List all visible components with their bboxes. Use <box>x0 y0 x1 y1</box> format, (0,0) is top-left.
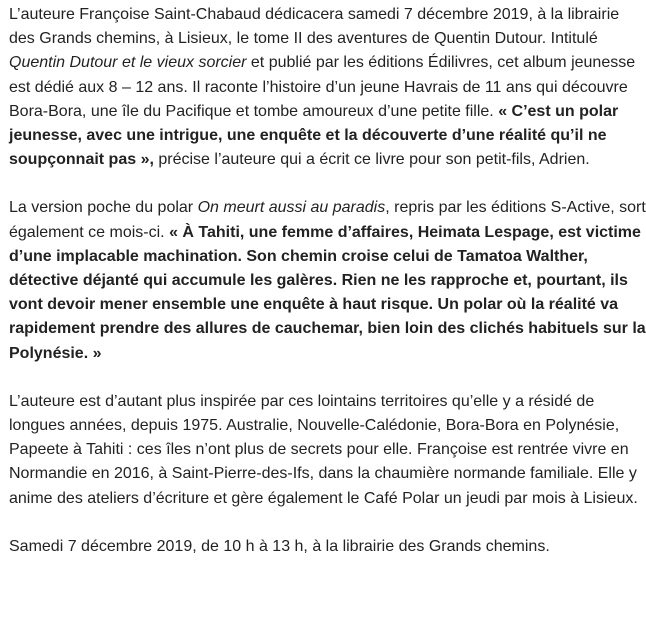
paragraph-text: , repris par les éditions S-Active, sort également ce mois-ci. <box>9 199 646 241</box>
paragraph-pocket-edition <box>9 196 646 365</box>
paragraph-author-bio: L’auteure est d’autant plus inspirée par ces lointains territoires qu’elle y a résidé de longues années, depuis 1975. Australie, Nouvelle-Calédonie, Bora-Bora en Polynésie, Papeete à Tahiti : ces îles n’ont plus de secrets pour elle. Françoise est rentrée vivre en Normandie en 2016, à Saint-Pierre-des-Ifs, dans la chaumière normande familiale. Elle y anime des ateliers d’écriture et gère également le Café Polar un jeudi par mois à Lisieux. <box>9 392 638 507</box>
paragraph-text: L’auteure Françoise Saint-Chabaud dédicacera samedi 7 décembre 2019, à la librairie des Grands chemins, à Lisieux, le tome II des aventures de Quentin Dutour. Intitulé <box>9 6 620 48</box>
book-title: Quentin Dutour et le vieux sorcier <box>9 54 247 72</box>
paragraph-text: La version poche du polar <box>9 199 198 217</box>
paragraph-text: et publié par les éditions Édilivres, cet album jeunesse est dédié aux 8 – 12 ans. Il raconte l’histoire d’un jeune Havrais de 11 ans qui découvre Bora-Bora, une île du Pacifique et tombe amoureux d’une petite fille. <box>9 54 636 120</box>
author-quote: « C’est un polar jeunesse, avec une intrigue, une enquête et la découverte d’une réalité qu’il ne soupçonnait pas », <box>9 102 619 169</box>
book-synopsis-quote: « À Tahiti, une femme d’affaires, Heimata Lespage, est victime d’une implacable machination. Son chemin croise celui de Tamatoa Walther, détective déjanté qui accumule les galères. Rien ne les rapproche et, pourtant, ils vont devoir mener ensemble une enquête à haut risque. Un polar où la réalité va rapidement prendre des allures de cauchemar, bien loin des clichés habituels sur la Polynésie. » <box>9 223 646 362</box>
paragraph-text: précise l’auteure qui a écrit ce livre pour son petit-fils, Adrien. <box>153 151 590 169</box>
paragraph-book-announcement <box>9 3 646 172</box>
paragraph-event-details: Samedi 7 décembre 2019, de 10 h à 13 h, à la librairie des Grands chemins. <box>9 537 550 555</box>
book-title: On meurt aussi au paradis <box>197 199 386 217</box>
